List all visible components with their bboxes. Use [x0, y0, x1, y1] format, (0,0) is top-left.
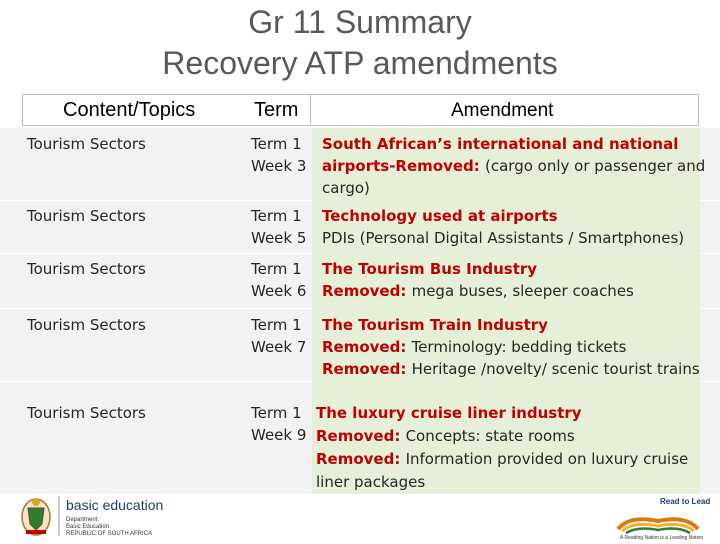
header-content-topics: Content/Topics [63, 99, 196, 121]
amendment-heading: Removed: [322, 338, 412, 356]
row-topic: Tourism Sectors [27, 260, 146, 278]
row-topic: Tourism Sectors [27, 404, 146, 422]
header-content-term [22, 94, 310, 126]
coat-of-arms-icon [22, 496, 59, 536]
amendment-heading: airports-Removed: [322, 157, 485, 175]
amendment-line [322, 205, 558, 227]
org-sub3: REPUBLIC OF SOUTH AFRICA [66, 531, 153, 537]
amendment-line [316, 425, 575, 447]
amendment-heading: Technology used at airports [322, 207, 558, 225]
row-week: Week 6 [251, 282, 307, 300]
amendment-line [322, 133, 678, 155]
row-week: Week 9 [251, 426, 307, 444]
org-name: basic education [66, 497, 164, 513]
campaign-name: Read to Lead [660, 497, 711, 506]
row-topic: Tourism Sectors [27, 207, 146, 225]
amendment-line [322, 155, 705, 177]
title-line-1: Gr 11 Summary [248, 4, 472, 40]
amendment-text: Heritage /novelty/ scenic tourist trains [411, 360, 700, 378]
amendment-line [322, 227, 684, 249]
amendment-text: liner packages [316, 473, 426, 491]
row-topic: Tourism Sectors [27, 135, 146, 153]
amendment-line [322, 258, 537, 280]
amendment-heading: South African’s international and national [322, 135, 679, 153]
header-term: Term [254, 99, 299, 121]
header-amendment: Amendment [451, 100, 554, 121]
amendment-line [322, 280, 634, 302]
amendment-heading: Removed: [316, 427, 406, 445]
amendment-text: Information provided on luxury cruise [405, 450, 689, 468]
row-term: Term 1 [251, 207, 302, 225]
row-term: Term 1 [251, 135, 302, 153]
amendment-text: PDIs (Personal Digital Assistants / Smartphones) [322, 229, 685, 247]
amendment-text: Terminology: bedding tickets [411, 338, 627, 356]
org-sub2: Basic Education [66, 524, 110, 530]
amendment-line [322, 177, 370, 199]
slide-title [0, 2, 720, 84]
amendment-line [322, 314, 548, 336]
amendment-text: (cargo only or passenger and [485, 157, 706, 175]
amendment-line [322, 358, 700, 380]
read-to-lead-logo [600, 493, 718, 540]
title-line-2: Recovery ATP amendments [162, 45, 558, 81]
amendment-heading: Removed: [316, 450, 406, 468]
amendment-line [322, 336, 626, 358]
amendment-heading: The luxury cruise liner industry [316, 404, 582, 422]
amendment-heading: Removed: [322, 360, 412, 378]
row-topic: Tourism Sectors [27, 316, 146, 334]
row-week: Week 5 [251, 229, 307, 247]
amendment-heading: Removed: [322, 282, 412, 300]
amendment-line [316, 402, 582, 424]
slogan: A Reading Nation is a Leading Nation [620, 535, 704, 540]
row-week: Week 7 [251, 338, 307, 356]
header-amendment-cell [310, 94, 699, 126]
amendment-text: mega buses, sleeper coaches [411, 282, 634, 300]
amendment-line [316, 448, 688, 470]
amendment-text: cargo) [322, 179, 370, 197]
row-week: Week 3 [251, 157, 307, 175]
row-term: Term 1 [251, 404, 302, 422]
org-sub1: Department: [66, 517, 100, 523]
dbe-logo [14, 490, 264, 540]
row-term: Term 1 [251, 316, 302, 334]
amendment-heading: The Tourism Train Industry [322, 316, 548, 334]
amendment-text: Concepts: state rooms [405, 427, 575, 445]
amendment-line [316, 471, 425, 493]
open-book-icon [618, 519, 698, 533]
row-term: Term 1 [251, 260, 302, 278]
amendment-heading: The Tourism Bus Industry [322, 260, 538, 278]
